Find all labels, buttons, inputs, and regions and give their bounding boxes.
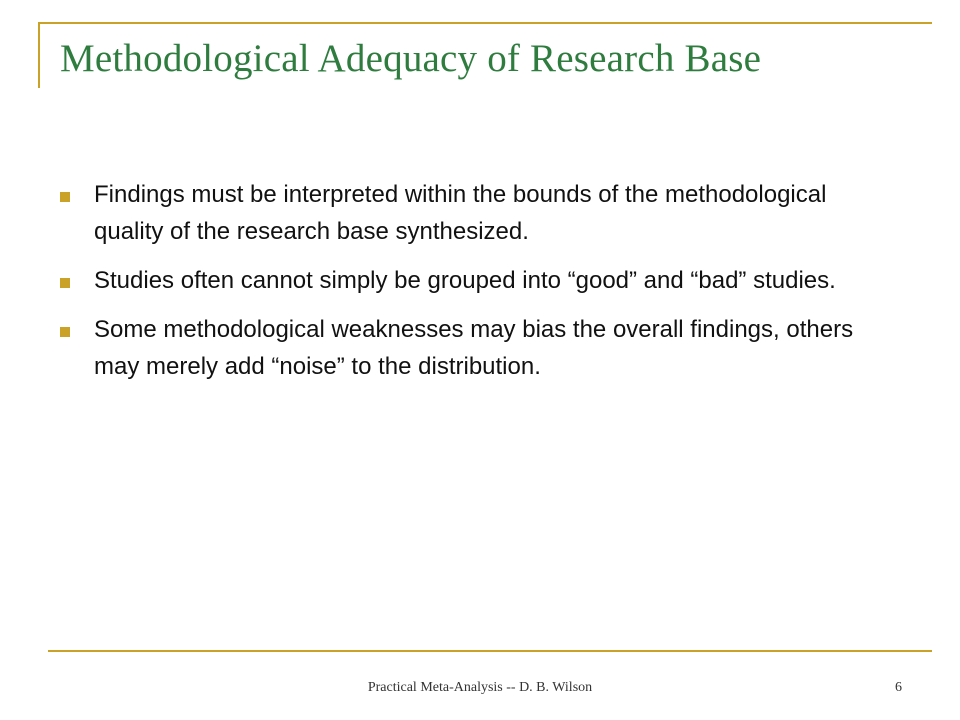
page-number: 6: [895, 680, 902, 695]
left-accent-line: [38, 22, 40, 88]
square-bullet-icon: [60, 278, 70, 288]
footer-divider: [48, 650, 932, 652]
bullet-text: Some methodological weaknesses may bias the overall findings, others may merely add “noise” to the distribution.: [94, 316, 854, 380]
top-divider: [38, 22, 932, 24]
footer-text: Practical Meta-Analysis -- D. B. Wilson: [367, 680, 593, 695]
slide-title: Methodological Adequacy of Research Base: [60, 37, 762, 80]
bullet-text: Findings must be interpreted within the bounds of the methodological quality of the research base synthesized.: [94, 181, 827, 245]
bullet-item: [60, 311, 900, 385]
square-bullet-icon: [60, 327, 70, 337]
bullet-list: [60, 176, 900, 397]
bullet-text: Studies often cannot simply be grouped into “good” and “bad” studies.: [94, 267, 836, 294]
bullet-item: [60, 176, 900, 250]
square-bullet-icon: [60, 192, 70, 202]
bullet-item: [60, 262, 900, 299]
